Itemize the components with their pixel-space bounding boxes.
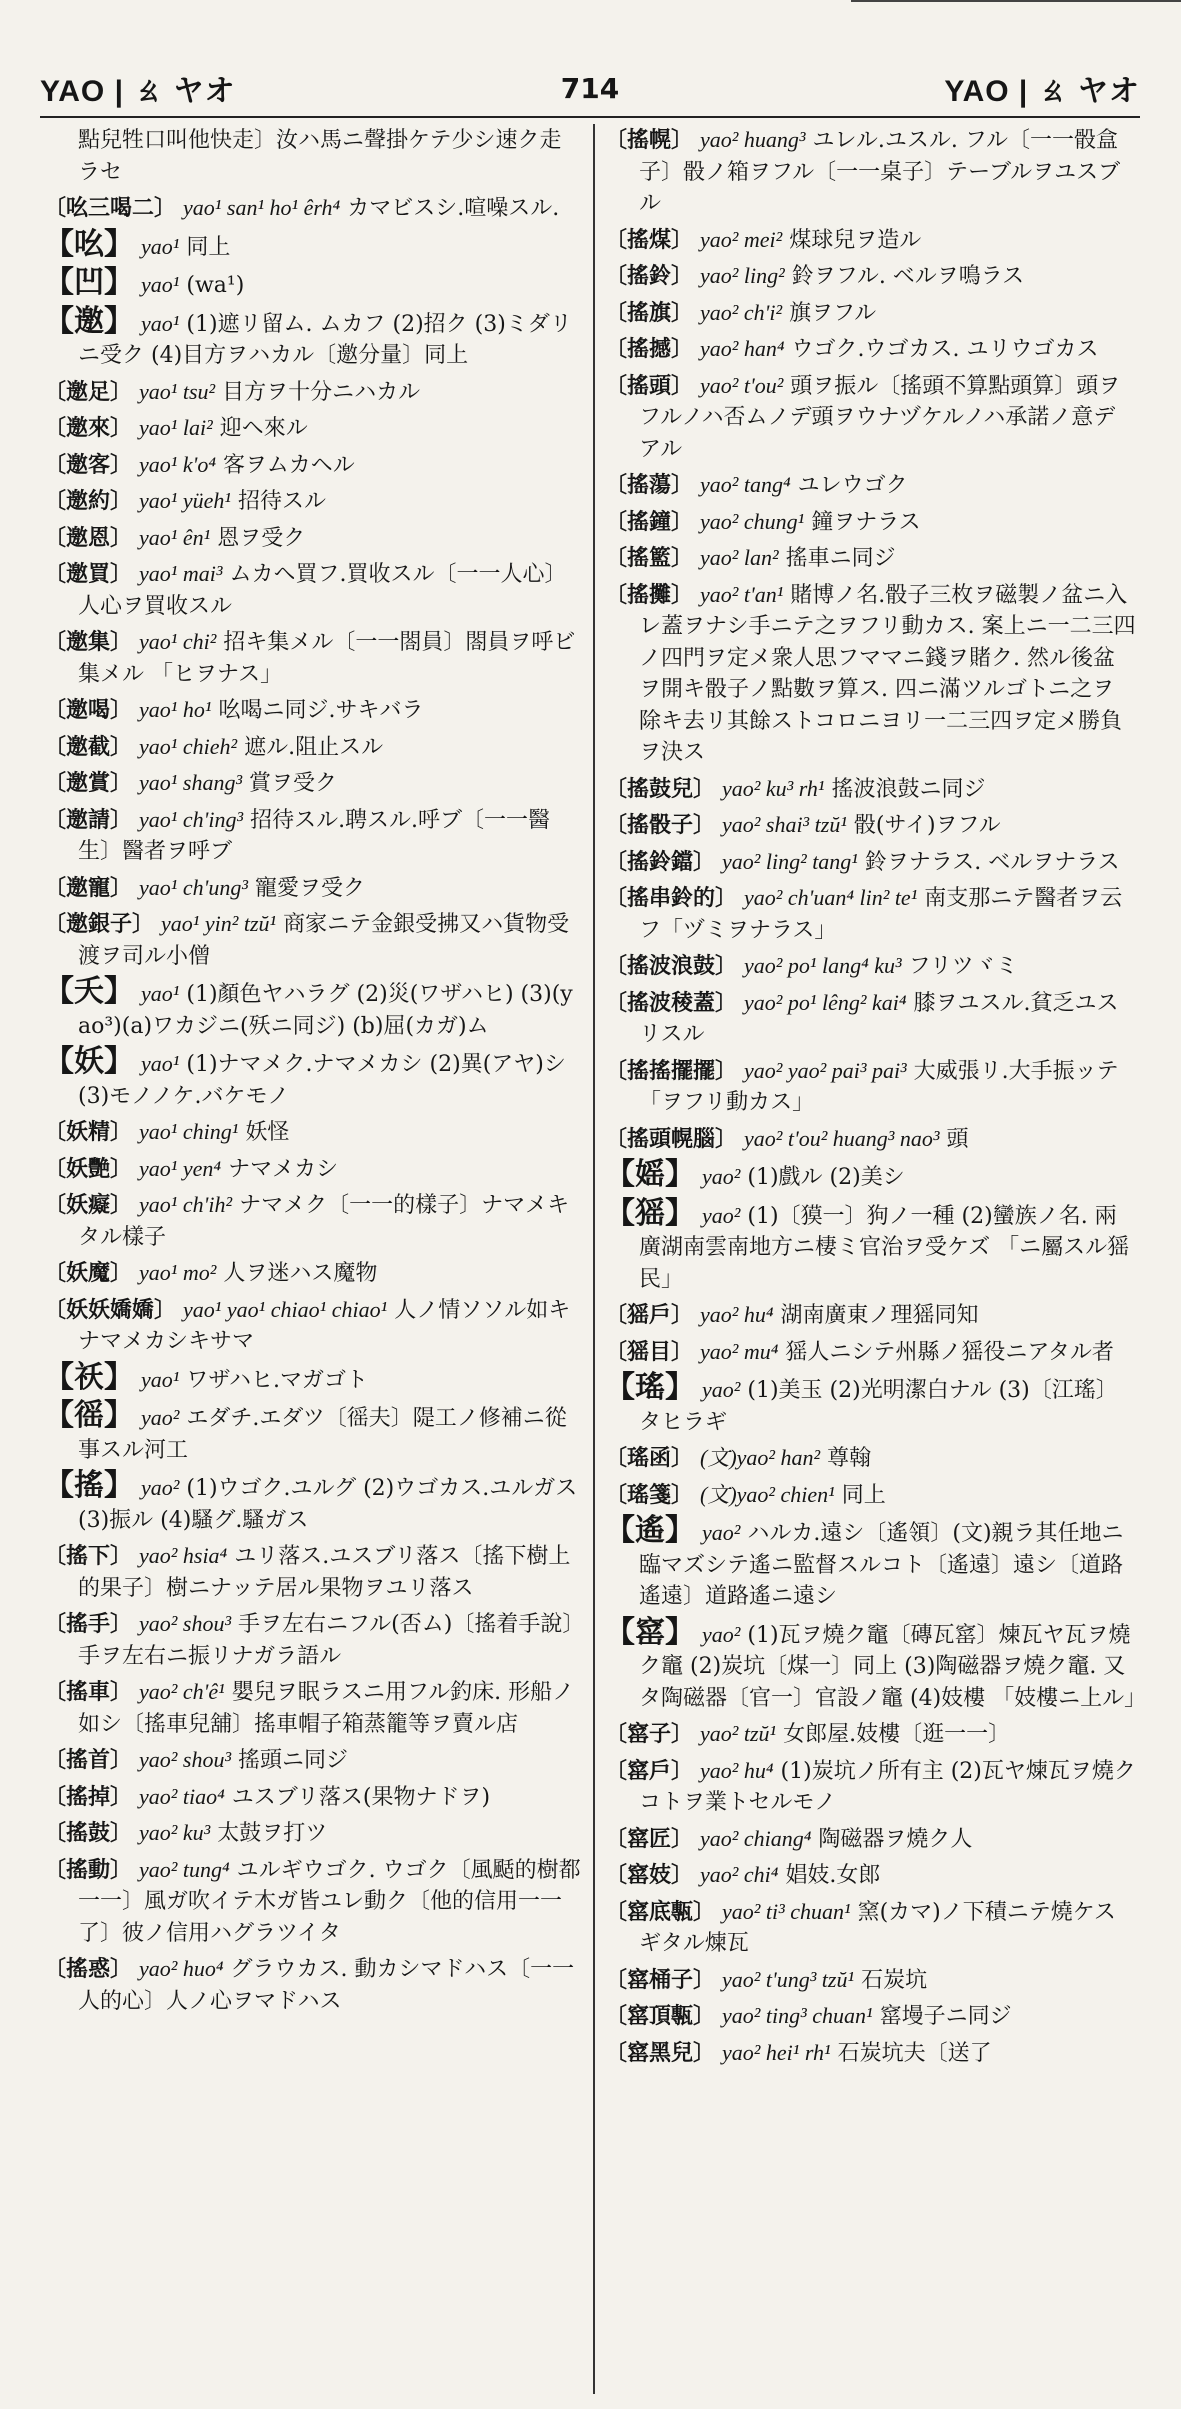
dictionary-entry [44,1116,583,1149]
entry-definition: 鈴ヲナラス. ベルヲナラス [864,849,1120,875]
entry-definition: 目方ヲ十分ニハカル [222,379,421,405]
entry-headword: 〔搖波稜蓋〕 [605,989,738,1016]
entry-romanization: yao² tzŭ¹ [700,1721,777,1746]
entry-definition: (1)瓦ヲ燒ク竈〔磚瓦窰〕煉瓦ヤ瓦ヲ燒ク竈 (2)炭坑〔煤一〕同上 (3)陶磁器ヲ燒ク竈. 又タ陶磁器〔官一〕官設ノ竈 (4)妓樓 「妓樓ニ上ル」 [639,1622,1146,1711]
running-head-right: YAO | ㄠ ヤオ [944,75,1140,108]
right-column [593,124,1146,2394]
dictionary-entry [44,1257,583,1290]
entry-headword: 〔邀足〕 [44,378,133,405]
entry-romanization: yao² ti³ chuan¹ [722,1898,851,1924]
entry-romanization: yao¹ k'o⁴ [139,451,216,477]
entry-headword: 〔搖首〕 [44,1747,133,1773]
entry-definition: 人ノ情ソソル如キナマメカシキサマ [78,1297,571,1354]
entry-headword: 〔瑤函〕 [605,1445,694,1471]
dictionary-entry [605,1299,1136,1332]
entry-definition: ユレル.ユスル. フル〔一一骰盒子〕骰ノ箱ヲフル〔一一桌子〕テーブルヲユスブル [639,128,1121,216]
entry-romanization: yao² chung¹ [700,508,805,534]
entry-romanization: yao¹ shang³ [139,770,243,795]
entry-definition: ムカヘ買フ.買收スル〔一一人心〕人心ヲ買收スル [78,562,567,619]
dictionary-entry [605,950,1136,983]
entry-headword: 〔搖掉〕 [44,1783,133,1810]
entry-romanization: yao² [141,1475,180,1500]
entry-headword: 【媱】 [605,1157,695,1192]
entry-headword: 〔搖骰子〕 [605,812,716,838]
entry-romanization: yao² huang³ [700,127,806,152]
entry-romanization: (文)yao² chien¹ [700,1481,835,1507]
entry-definition: 鐘ヲナラス [811,509,921,535]
dictionary-entry [44,908,583,972]
entry-headword: 〔妖癡〕 [44,1192,133,1218]
entry-romanization: yao² tiao⁴ [139,1783,225,1809]
entry-headword: 〔搖煤〕 [605,226,694,253]
entry-definition: グラウカス. 動カシマドハス〔一一人的心〕人ノ心ヲマドハス [78,1957,575,2014]
entry-headword: 〔搖蕩〕 [605,472,694,498]
entry-definition: 煤球兒ヲ造ル [789,227,922,253]
dictionary-entry [44,976,583,1042]
entry-romanization: yao² chiang⁴ [700,1825,812,1851]
dictionary-entry [44,449,583,482]
entry-romanization: yao¹ lai² [139,415,213,440]
entry-definition: 女郎屋.妓樓〔逛一一〕 [783,1722,1011,1747]
entry-headword: 【猺】 [605,1195,695,1231]
entry-headword: 〔妖魔〕 [44,1260,133,1286]
entry-romanization: yao² po¹ lang⁴ ku³ [744,953,902,978]
entry-romanization: yao² po¹ lêng² kai⁴ [744,989,907,1015]
entry-definition: 遮ル.阻止スル [244,734,384,760]
entry-definition: 招待スル [238,489,327,514]
dictionary-entry [44,1153,583,1186]
entry-definition: 招キ集メル〔一一閤員〕閤員ヲ呼ビ集メル 「ヒヲナス」 [78,630,576,687]
left-column [40,124,593,2394]
entry-romanization: yao² mei² [700,226,783,252]
entry-headword: 〔搖搖擺擺〕 [605,1057,738,1084]
entry-definition: ユレウゴク [797,473,908,498]
dictionary-entry [605,224,1136,257]
entry-romanization: yao¹ [141,272,180,297]
entry-romanization: yao² chi⁴ [700,1862,779,1887]
dictionary-entry [605,1859,1136,1892]
entry-headword: 〔搖手〕 [44,1611,133,1637]
entry-headword: 〔邀銀子〕 [44,911,155,937]
dictionary-entry [605,1159,1136,1194]
entry-definition: 頭 [946,1126,969,1152]
entry-definition: 妖怪 [245,1120,290,1145]
entry-definition: 窯(カマ)ノ下積ニテ燒ケスギタル煉瓦 [639,1899,1116,1956]
dictionary-entry [44,376,583,409]
entry-romanization: yao¹ [141,981,180,1006]
entry-definition: ナマメク〔一一的樣子〕ナマメキタル樣子 [78,1193,570,1250]
entry-definition: 客ヲムカヘル [223,452,355,478]
dictionary-entry [605,333,1136,366]
entry-definition: ユルギウゴク. ウゴク〔風颳的樹都一一〕風ガ吹イテ木ガ皆ユレ動ク〔他的信用一一了〕彼ノ信用ハグラツイタ [78,1857,581,1946]
entry-headword: 〔邀約〕 [44,488,133,514]
entry-headword: 〔猺戶〕 [605,1302,694,1328]
dictionary-entry [605,2037,1136,2070]
entry-romanization: yao² shou³ [139,1611,232,1636]
entry-definition: 迎ヘ來ル [219,416,308,441]
entry-romanization: yao² ting³ chuan¹ [722,2003,873,2028]
entry-headword: 〔窰匠〕 [605,1825,694,1852]
entry-definition: 石炭坑 [861,1967,928,1993]
entry-headword: 〔搖幌〕 [605,127,694,153]
entry-headword: 〔邀買〕 [44,561,133,587]
entry-romanization: yao² ku³ [139,1820,211,1845]
entry-definition: 同上 [186,234,231,260]
entry-headword: 〔搖車〕 [44,1679,133,1705]
dictionary-entry [44,558,583,622]
entry-headword: 【夭】 [44,974,134,1009]
dictionary-entry [44,767,583,800]
entry-romanization: yao¹ ch'ih² [139,1192,233,1217]
entry-romanization: yao¹ tsu² [139,378,216,404]
entry-headword: 〔瑤箋〕 [605,1481,694,1508]
entry-romanization: yao² t'ou² [700,372,784,398]
dictionary-entry [605,579,1136,769]
entry-headword: 〔搖撼〕 [605,336,694,362]
entry-headword: 〔搖串鈴的〕 [605,885,738,911]
entry-headword: 〔妖艷〕 [44,1155,133,1182]
entry-romanization: yao² ku³ rh¹ [722,775,825,801]
dictionary-entry [605,1195,1136,1296]
entry-headword: 〔搖鈴鐺〕 [605,848,716,875]
dictionary-entry [605,1823,1136,1856]
entry-definition: ハルカ.遠シ〔遙領〕(文)親ラ其任地ニ臨マズシテ遙ニ監督スルコト〔遙遠〕遠シ〔道路遙遠〕道路遙ニ遠シ [639,1521,1124,1609]
dictionary-entry [605,1718,1136,1751]
dictionary-entry [44,872,583,905]
entry-romanization: yao² [702,1621,741,1647]
entry-romanization: yao¹ ching¹ [139,1119,239,1144]
entry-romanization: yao² hu⁴ [700,1757,774,1783]
entry-headword: 【妖】 [44,1044,134,1079]
entry-headword: 〔搖鼓〕 [44,1820,133,1846]
entry-definition: 賭博ノ名.骰子三枚ヲ磁製ノ盆ニ入レ蓋ヲナシ手ニテ之ヲフリ動カス. 案上ニ一二三四ノ四門ヲ定メ衆人思フママニ錢ヲ賭ク. 然ル後盆ヲ開キ骰子ノ點數ヲ算ス. 四ニ滿ツルゴトニ之ヲ除キ去リ其餘ストコロニヨリ一二三四ヲ定メ勝負ヲ決ス [639,582,1136,765]
entry-definition: (wa¹) [186,273,245,298]
entry-headword: 〔妖精〕 [44,1119,133,1145]
entry-definition: 鈴ヲフル. ベルヲ鳴ラス [791,264,1025,289]
entry-definition: 骰(サイ)ヲフル [853,813,1001,838]
entry-romanization: yao² ch'i² [700,299,783,325]
entry-headword: 〔邀來〕 [44,415,133,441]
entry-romanization: yao¹ yin² tzŭ¹ [161,911,277,936]
entry-romanization: yao² t'an¹ [700,581,784,607]
entry-headword: 【瑤】 [605,1370,695,1405]
entry-headword: 【搖】 [44,1468,134,1503]
entry-headword: 〔搖鼓兒〕 [605,775,716,802]
entry-definition: (1)〔獏一〕狗ノ一種 (2)蠻族ノ名. 兩廣湖南雲南地方ニ棲ミ官治ヲ受ケズ 「ニ屬スル猺民」 [639,1203,1130,1292]
entry-definition: 恩ヲ受ク [217,525,306,551]
entry-definition: 搖頭ニ同ジ [238,1748,349,1773]
entry-romanization: (文)yao² han² [700,1445,821,1470]
entry-definition: 頭ヲ振ル〔搖頭不算點頭算〕頭ヲフルノハ否ムノデ頭ヲウナヅケルノハ承諾ノ意デアル [639,373,1121,462]
entry-headword: 〔搖籃〕 [605,545,694,571]
dictionary-entry [44,1540,583,1604]
dictionary-entry [605,1055,1136,1119]
entry-romanization: yao² mu⁴ [700,1338,779,1364]
dictionary-entry [44,1817,583,1850]
entry-headword: 〔搖下〕 [44,1543,133,1569]
entry-headword: 〔邀賞〕 [44,770,133,796]
top-border-line [851,0,1181,2]
entry-definition: 同上 [841,1482,886,1508]
dictionary-entry [605,1372,1136,1438]
entry-romanization: yao¹ [141,1366,180,1392]
entry-definition: ワザハヒ.マガゴト [186,1367,369,1393]
entry-definition: 膝ヲユスル.貧乏ユスリスル [639,990,1119,1047]
dictionary-entry [605,124,1136,220]
entry-headword: 【徭】 [44,1398,134,1433]
entry-headword: 〔搖鐘〕 [605,508,694,535]
dictionary-entry [44,1359,583,1397]
entry-definition: ユリ落ス.ユスブリ落ス〔搖下樹上的果子〕樹ニナッテ居ル果物ヲユリ落ス [78,1544,571,1601]
dictionary-entry [44,1676,583,1740]
dictionary-entry [605,2000,1136,2033]
entry-definition: ナマメカシ [228,1156,339,1182]
entry-definition: 大威張リ.大手振ッテ 「ヲフリ動カス」 [639,1058,1119,1115]
dictionary-entry [605,542,1136,575]
entry-headword: 〔搖旗〕 [605,299,694,326]
entry-definition: (1)美玉 (2)光明潔白ナル (3)〔江瑤〕タヒラギ [639,1378,1118,1435]
dictionary-entry [44,694,583,727]
entry-romanization: yao² hei¹ rh¹ [722,2039,831,2065]
entry-headword: 〔邀恩〕 [44,524,133,551]
entry-definition: エダチ.エダツ〔徭夫〕隄工ノ修補ニ從事スル河工 [78,1406,567,1463]
entry-headword: 〔窰妓〕 [605,1862,694,1888]
dictionary-entry [44,1608,583,1672]
entry-romanization: yao² t'ou² huang³ nao³ [744,1125,940,1151]
entry-romanization: yao² han⁴ [700,336,785,361]
entry-definition: (1)戲ル (2)美シ [747,1165,905,1190]
entry-definition: (1)炭坑ノ所有主 (2)瓦ヤ煉瓦ヲ燒クコトヲ業トセルモノ [639,1758,1136,1815]
entry-definition: 窰墁子ニ同ジ [879,2004,1012,2029]
entry-definition: 石炭坑夫〔送了 [837,2040,992,2066]
entry-definition: 旗ヲフル [789,300,877,326]
entry-definition: (1)ナマメク.ナマメカシ (2)異(アヤ)シ (3)モノノケ.バケモノ [78,1052,566,1109]
dictionary-entry [44,1189,583,1253]
entry-romanization: yao² huo⁴ [139,1956,224,1981]
entry-romanization: yao¹ mo² [139,1260,217,1285]
entry-definition: 搖車ニ同ジ [785,546,896,571]
dictionary-entry [44,303,583,372]
dictionary-entry [44,1294,583,1358]
entry-headword: 【邀】 [44,303,134,339]
entry-headword: 〔妖妖嬌嬌〕 [44,1296,177,1323]
dictionary-entry [605,506,1136,539]
entry-romanization: yao² [702,1164,741,1189]
dictionary-entry [605,1614,1146,1715]
dictionary-entry [44,412,583,445]
dictionary-entry [44,1470,583,1536]
dictionary-entry [605,773,1136,806]
entry-romanization: yao² hu⁴ [700,1302,774,1327]
entry-definition: 賞ヲ受ク [249,771,338,796]
entry-romanization: yao¹ yao¹ chiao¹ chiao¹ [183,1296,388,1322]
entry-definition: (1)顏色ヤハラグ (2)災(ワザハヒ) (3)(yao³)(a)ワカジニ(殀ニ同ジ) (b)屈(カガ)ム [78,982,573,1039]
entry-headword: 〔窰底甎〕 [605,1898,716,1925]
dictionary-entry [44,1781,583,1814]
entry-headword: 〔窰黑兒〕 [605,2039,716,2066]
dictionary-entry [44,192,583,225]
entry-romanization: yao² [702,1202,741,1228]
dictionary-entry [605,1515,1136,1613]
entry-headword: 【窰】 [605,1614,695,1650]
entry-definition: フリツヾミ [908,954,1018,979]
entry-romanization: yao¹ ho¹ [139,697,212,722]
entry-definition: 人ヲ迷ハス魔物 [223,1261,378,1286]
dictionary-entry [605,1336,1136,1369]
entry-romanization: yao² lan² [700,545,779,570]
entry-romanization: yao² shou³ [139,1747,232,1772]
entry-romanization: yao¹ ên¹ [139,524,211,550]
entry-definition: ユスブリ落ス(果物ナドヲ) [231,1784,491,1810]
dictionary-entry [605,882,1136,946]
dictionary-entry [44,226,583,264]
dictionary-entry [605,1123,1136,1156]
entry-definition: 招待スル.聘スル.呼ブ〔一一醫生〕醫者ヲ呼ブ [78,807,551,864]
entry-romanization: yao¹ chi² [139,629,217,654]
entry-romanization: yao¹ [141,1051,180,1076]
dictionary-entry [44,124,583,188]
entry-headword: 〔邀截〕 [44,733,133,760]
entry-definition: 陶磁器ヲ燒ク人 [818,1826,973,1852]
entry-romanization: yao² [702,1377,741,1402]
dictionary-entry [605,1479,1136,1512]
entry-headword: 〔邀客〕 [44,451,133,478]
entry-romanization: yao¹ san¹ ho¹ êrh⁴ [183,195,341,220]
entry-romanization: yao² [702,1520,741,1545]
dictionary-entry [605,846,1136,879]
entry-headword: 〔窰子〕 [605,1721,694,1747]
entry-definition: 點兒牲口叫他快走〕汝ハ馬ニ聲掛ケテ少シ速ク走ラセ [78,128,562,185]
entry-definition: (1)ウゴク.ユルグ (2)ウゴカス.ユルガス (3)振ル (4)騷グ.騷ガス [78,1476,578,1533]
entry-romanization: yao² ch'uan⁴ lin² te¹ [744,885,918,910]
entry-romanization: yao² yao² pai³ pai³ [744,1057,907,1083]
dictionary-entry [44,267,583,302]
entry-romanization: yao¹ [141,310,180,336]
dictionary-entry [605,1442,1136,1475]
entry-romanization: yao¹ ch'ing³ [139,806,244,832]
entry-headword: 〔搖頭〕 [605,372,694,399]
dictionary-entry [44,626,583,690]
entry-headword: 〔搖攤〕 [605,581,694,608]
entry-definition: 尊翰 [827,1446,872,1471]
entry-headword: 〔搖動〕 [44,1856,133,1883]
entry-romanization: yao² shai³ tzŭ¹ [722,812,847,837]
entry-definition: 吆喝ニ同ジ.サキバラ [218,698,424,723]
entry-definition: 南支那ニテ醫者ヲ云フ「ヅミヲナラス」 [639,886,1123,943]
entry-headword: 〔邀集〕 [44,629,133,655]
dictionary-entry [44,1953,583,2017]
entry-definition: 娼妓.女郎 [785,1863,881,1888]
page-number: 714 [560,71,620,105]
entry-romanization: yao¹ yen⁴ [139,1155,222,1181]
dictionary-entry [44,731,583,764]
entry-headword: 【遙】 [605,1513,695,1548]
entry-headword: 〔搖惑〕 [44,1956,133,1982]
entry-romanization: yao¹ chieh² [139,733,238,759]
entry-headword: 【吆】 [44,226,134,262]
dictionary-entry [44,1854,583,1950]
entry-romanization: yao² tang⁴ [700,472,791,497]
entry-definition: 搖波浪鼓ニ同ジ [831,776,986,802]
dictionary-entry [605,297,1136,330]
dictionary-entry [44,1400,583,1466]
dictionary-entry [605,1896,1136,1960]
entry-definition: 嬰兒ヲ眠ラスニ用フル釣床. 形船ノ如シ〔搖車兒舖〕搖車帽子箱蒸籠等ヲ賣ル店 [78,1680,575,1737]
dictionary-entry [605,260,1136,293]
entry-romanization: yao² t'ung³ tzŭ¹ [722,1966,855,1992]
entry-headword: 〔猺目〕 [605,1338,694,1365]
entry-headword: 【祅】 [44,1359,134,1395]
entry-romanization: yao¹ [141,233,180,259]
entry-romanization: yao¹ ch'ung³ [139,874,248,900]
entry-headword: 〔邀喝〕 [44,697,133,723]
entry-romanization: yao² tung⁴ [139,1856,230,1882]
entry-romanization: yao² ling² [700,263,785,288]
entry-headword: 【凹】 [44,265,134,300]
entry-definition: 湖南廣東ノ理猺同知 [780,1303,979,1328]
entry-romanization: yao¹ mai³ [139,561,223,586]
dictionary-entry [605,1964,1136,1997]
dictionary-entry [605,469,1136,502]
entry-romanization: yao¹ yüeh¹ [139,488,232,513]
entry-romanization: yao² ling² tang¹ [722,848,858,874]
entry-headword: 〔搖鈴〕 [605,263,694,289]
dictionary-entry [605,987,1136,1051]
entry-headword: 〔邀寵〕 [44,874,133,901]
dictionary-entry [44,1744,583,1777]
entry-headword: 〔邀請〕 [44,806,133,833]
entry-definition: (1)遮リ留ム. ムカフ (2)招ク (3)ミダリニ受ク (4)目方ヲハカル〔邀分量〕同上 [78,311,572,368]
dictionary-entry [44,1046,583,1112]
entry-headword: 〔窰戶〕 [605,1757,694,1784]
dictionary-entry [44,522,583,555]
dictionary-entry [44,804,583,868]
entry-headword: 〔窰桶子〕 [605,1966,716,1993]
entry-definition: カマビスシ.喧噪スル. [347,196,560,221]
dictionary-body [40,124,1146,2394]
entry-romanization: yao² hsia⁴ [139,1543,228,1568]
running-head-left: YAO | ㄠ ヤオ [40,75,236,108]
dictionary-entry [605,370,1136,466]
entry-headword: 〔搖頭幌腦〕 [605,1125,738,1152]
entry-romanization: yao² [141,1405,180,1430]
entry-headword: 〔窰頂甎〕 [605,2003,716,2029]
dictionary-entry [44,485,583,518]
entry-definition: 手ヲ左右ニフル(否ム)〔搖着手說〕手ヲ左右ニ振リナガラ語ル [78,1612,574,1669]
page-header [40,60,1140,118]
entry-definition: ウゴク.ウゴカス. ユリウゴカス [791,337,1099,362]
entry-definition: 商家ニテ金銀受拂又ハ貨物受渡ヲ司ル小僧 [78,912,570,969]
entry-romanization: yao² ch'ê¹ [139,1679,225,1704]
entry-headword: 〔吆三喝二〕 [44,195,177,221]
entry-definition: 寵愛ヲ受ク [254,875,365,901]
entry-headword: 〔搖波浪鼓〕 [605,953,738,979]
dictionary-entry [605,1755,1136,1819]
entry-definition: 猺人ニシテ州縣ノ猺役ニアタル者 [785,1339,1114,1365]
entry-definition: 太鼓ヲ打ツ [217,1821,328,1846]
dictionary-entry [605,809,1136,842]
